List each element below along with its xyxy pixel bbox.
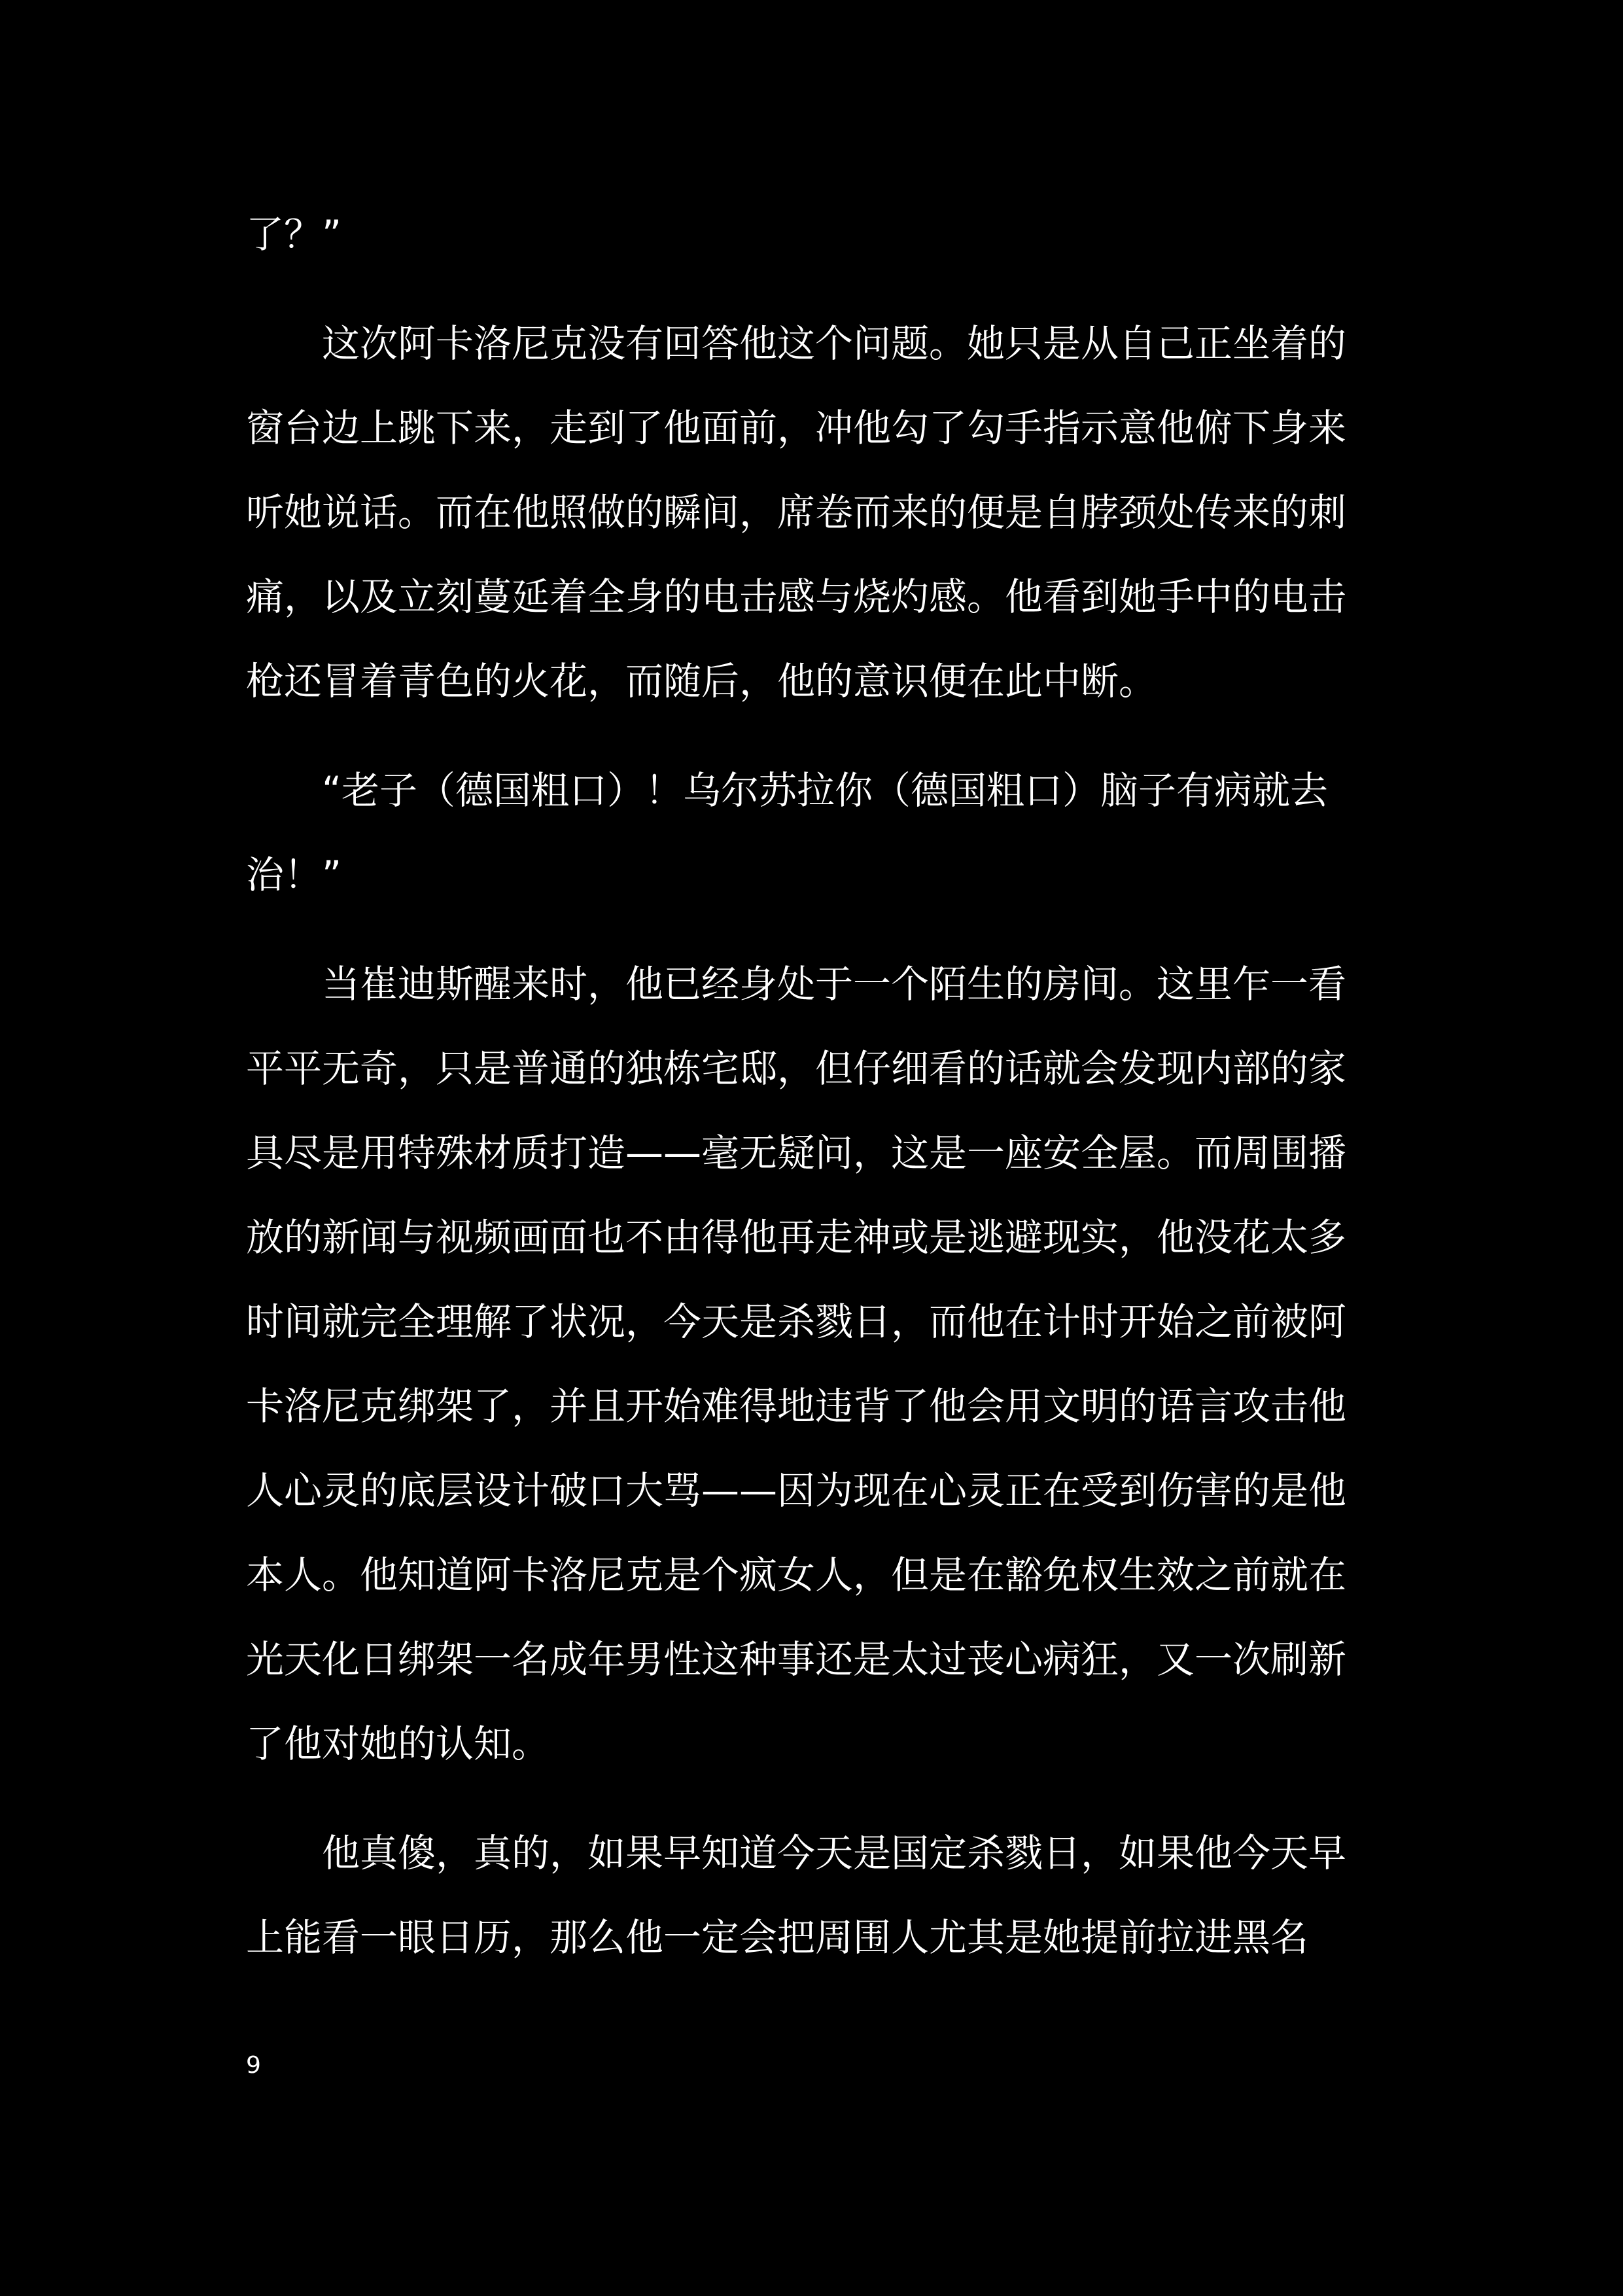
text-line: 人心灵的底层设计破口大骂——因为现在心灵正在受到伤害的是他 <box>246 1468 1347 1513</box>
text-line: 本人。他知道阿卡洛尼克是个疯女人，但是在豁免权生效之前就在 <box>246 1553 1347 1597</box>
text-line: 了？” <box>246 212 342 256</box>
text-line: 上能看一眼日历，那么他一定会把周围人尤其是她提前拉进黑名 <box>246 1915 1309 1960</box>
text-line: 当崔迪斯醒来时，他已经身处于一个陌生的房间。这里乍一看 <box>322 962 1347 1006</box>
text-line: 光天化日绑架一名成年男性这种事还是太过丧心病狂，又一次刷新 <box>246 1637 1347 1682</box>
text-line: 这次阿卡洛尼克没有回答他这个问题。她只是从自己正坐着的 <box>322 321 1347 366</box>
text-line: 他真傻，真的，如果早知道今天是国定杀戮日，如果他今天早 <box>322 1831 1347 1875</box>
text-line: 时间就完全理解了状况，今天是杀戮日，而他在计时开始之前被阿 <box>246 1299 1347 1344</box>
page-number: 9 <box>246 2052 261 2079</box>
text-line: 窗台边上跳下来，走到了他面前，冲他勾了勾手指示意他俯下身来 <box>246 406 1347 450</box>
text-line: 听她说话。而在他照做的瞬间，席卷而来的便是自脖颈处传来的刺 <box>246 490 1347 535</box>
paragraph <box>246 1811 1352 1980</box>
text-line: 枪还冒着青色的火花，而随后，他的意识便在此中断。 <box>246 659 1157 703</box>
text-line: 平平无奇，只是普通的独栋宅邸，但仔细看的话就会发现内部的家 <box>246 1046 1347 1091</box>
text-line: 痛，以及立刻蔓延着全身的电击感与烧灼感。他看到她手中的电击 <box>246 574 1347 619</box>
text-line: 了他对她的认知。 <box>246 1722 550 1766</box>
paragraph <box>246 942 1352 1786</box>
body-text <box>246 192 1352 1980</box>
paragraph <box>246 302 1352 724</box>
text-line: “老子（德国粗口）！乌尔苏拉你（德国粗口）脑子有病就去 <box>322 768 1329 813</box>
text-line: 放的新闻与视频画面也不由得他再走神或是逃避现实，他没花太多 <box>246 1215 1347 1260</box>
text-line: 治！” <box>246 853 342 897</box>
paragraph <box>246 192 1352 277</box>
paragraph <box>246 749 1352 917</box>
text-line: 卡洛尼克绑架了，并且开始难得地违背了他会用文明的语言攻击他 <box>246 1384 1347 1428</box>
text-line: 具尽是用特殊材质打造——毫无疑问，这是一座安全屋。而周围播 <box>246 1131 1347 1175</box>
